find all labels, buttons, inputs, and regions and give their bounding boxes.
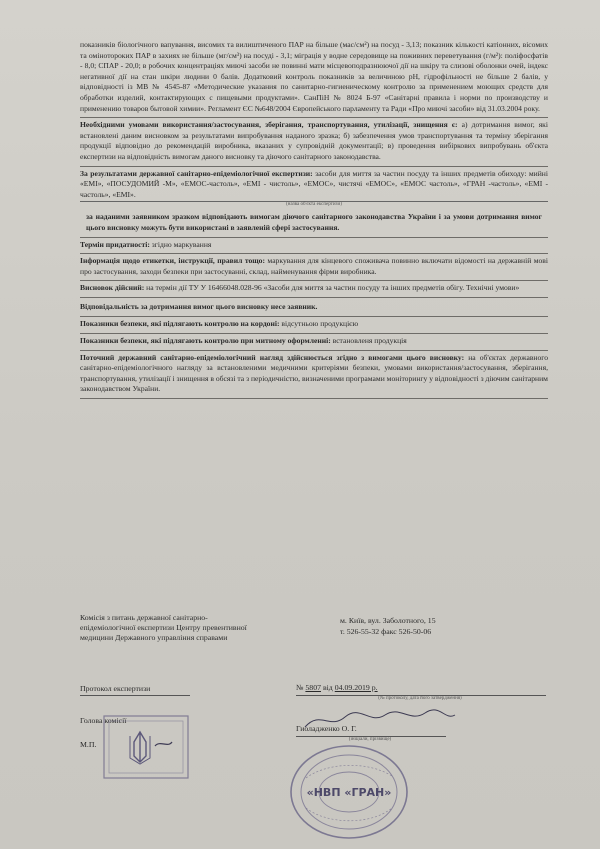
border-control-value: відсутньою продукцією [279, 319, 359, 329]
compliance-text: за наданими заявником зразком відповідають вимогам діючого санітарного законодавства України і за умови дотримання вимог цього висновку можуть бути використані в заявленій сфері застосування. [86, 212, 542, 232]
responsibility-text: Відповідальність за дотримання вимог цього висновку несе заявник. [80, 301, 318, 311]
supervision-section [80, 351, 548, 399]
protocol-number-prefix: № [296, 683, 304, 692]
address-line-1: м. Київ, вул. Заболотного, 15 [340, 616, 436, 625]
protocol-underline [80, 695, 190, 696]
protocol-number-line [296, 683, 536, 693]
signer-name: Гиоладженко О. Г. [296, 724, 357, 733]
results-text: засоби для миття за частин посуду та інших предметів обиходу: мийні «ЕМІ», «ПОСУДОМИЙ -М», «ЕМОС-частоль», «ЕМІ - чистоль», «ЕМОС», чистячі «ЕМОС», «ЕМОС частоль», «ГРАН -частоль», «ЕМІ - частоль», «ЕМІ». [80, 168, 548, 199]
safety-indicators-text: показників біологічного вапування, висомих та вилиштиченого ПАР на більше (мас/см²) на посуд - 3,13; показник кількості катіонних, вісомих та омінотороких ПАР в захиях не більше (мг/см³) на посуді - 3,1; міграція у водне середовище на поживних переветування (г/м²): поліфосфатів - 8,0; СПАР - 20,0; в робочих концентраціях миючі засоби не повинні мати місцевоподразнюючої дії на шкіру та слизові оболонки очей, індекс негативної дії на стан шкіри людини 0 балів. Додатковий контроль показників за величиною pH, гідрофільності не більше 2 балів, у відповідності із МВ № 4545-87 «Методические указания по санитарно-гигиеническому контролю за применением моющих средств для обработки изделий, контактирующих с пищевыми продуктами». СанПіН № 8024 Б-97 «Санітарні правила і норми по производству и применению товаров бытовой химии». Регламент ЄС №648/2004 Європейського парламенту та Ради «Про миючі засоби» від 31.03.2004 року. [80, 40, 548, 113]
protocol-date-prefix: від [322, 683, 333, 692]
protocol-caption: (№ протоколу, дата його затвердження) [378, 696, 462, 701]
validity-text: на термін дії ТУ У 16466048.028-96 «Засоби для миття за частин посуду та інших предметів обігу. Технічні умови» [144, 283, 520, 293]
border-control-label: Показники безпеки, які підлягають контролю на кордоні: [80, 319, 280, 329]
shelf-life-value: згідно маркування [149, 239, 212, 249]
expertise-protocol-label: Протокол експертизи [80, 684, 151, 693]
conclusion-body [80, 38, 548, 399]
signer-caption: (ініціали, прізвище) [348, 737, 392, 742]
commission-name: Комісія з питань державної санітарно-епідеміологічної експертизи Центру превентивної медицини Державного управління справами [80, 613, 247, 642]
protocol-date: 04.09.2019 р. [334, 683, 378, 692]
labeling-label: Інформація щодо етикетки, інструкції, правил тощо: [80, 256, 265, 266]
conditions-section [80, 118, 548, 166]
supervision-label: Поточний державний санітарно-епідеміологічний нагляд здійснюється згідно з вимогами цього висновку: [80, 352, 465, 362]
validity-section [80, 281, 548, 298]
customs-control-label: Показники безпеки, які підлягають контролю при митному оформленні: [80, 336, 331, 346]
safety-indicators-section [80, 38, 548, 118]
protocol-number: 5807 [305, 683, 321, 692]
border-control-section [80, 317, 548, 334]
trident-icon [130, 732, 150, 764]
seal-text: «НВП «ГРАН» [306, 786, 392, 799]
responsibility-section [80, 298, 548, 318]
commission-seal [100, 712, 192, 782]
customs-control-value: встановленя продукція [330, 336, 407, 346]
results-caption: (назва об'єкта експертизи) [80, 201, 548, 208]
seal-place-label: М.П. [80, 740, 97, 749]
compliance-section [80, 208, 548, 237]
results-section [80, 167, 548, 209]
commission-head-label: Голова комісії [80, 716, 127, 725]
signature-scribble [300, 705, 460, 735]
labeling-text: маркування для кінцевого споживача повинно включати відомості на державній мові про застосування, заходи безпеки при застосуванні, склад, найменування фірми виробника. [80, 256, 548, 276]
address-line-2: т. 526-55-32 факс 526-50-06 [340, 627, 432, 636]
shelf-life-label: Термін придатності: [80, 239, 150, 249]
conditions-text: а) дотримання вимог, які встановлені даним висновком за результатами випробування наданого зразка; б) забезпечення умов транспортування та терміну зберігання продукції відповідно до рекомендацій виробника, вказаних у супровідній документації; в) проведення вибіркових випробувань об'єкта експертизи на відповідність вимогам даного висновку та діючого санітарного законодавства. [80, 120, 548, 161]
conditions-label: Необхідними умовами використання/застосування, зберігання, транспортування, утилізації, знищення є: [80, 120, 458, 130]
company-stamp [286, 738, 412, 842]
labeling-section [80, 254, 548, 281]
results-label: За результатами державної санітарно-епідеміологічної експертизи: [80, 168, 313, 178]
supervision-text: на об'єктах державного санітарно-епідеміологічного нагляду за встановленими медичними критеріями безпеки, умовами використання/застосування, зберігання, транспортування, утилізації і знищення в обсязі та з періодичністю, визначеними програмами моніторингу у відповідності з діючим санітарним законодавством України. [80, 352, 549, 394]
validity-label: Висновок дійсний: [80, 283, 145, 293]
customs-control-section [80, 334, 548, 351]
shelf-life-section [80, 238, 548, 255]
